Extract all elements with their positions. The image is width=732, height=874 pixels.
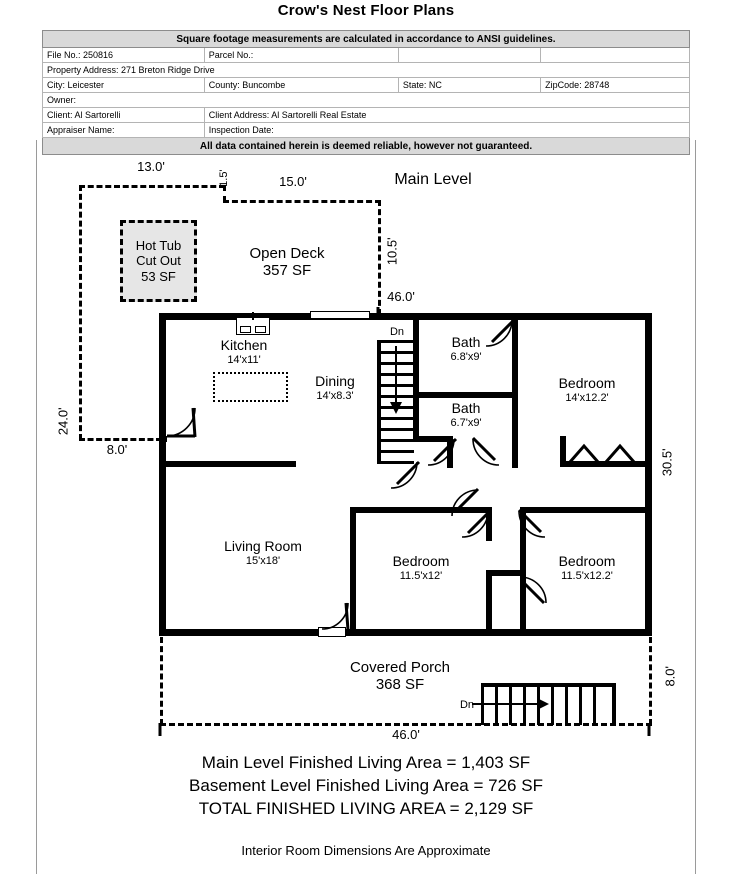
wall-exterior-left <box>159 313 166 636</box>
porch-staircase <box>481 683 616 725</box>
porch-area: 368 SF <box>375 675 425 693</box>
ansi-banner-row <box>43 31 690 48</box>
sink-basin-left-icon <box>240 326 251 333</box>
wall-closet-left <box>560 436 566 467</box>
wall-living-bedroom <box>350 507 356 636</box>
porch-stair-riser <box>593 683 596 725</box>
porch-stair-direction-label: Dn <box>459 699 475 711</box>
porch-edge-right <box>649 637 652 725</box>
wall-bedroom-right <box>520 507 526 636</box>
porch-dim-right: 8.0' <box>662 665 678 687</box>
cell-client: Client: Al Sartorelli <box>43 108 205 123</box>
cell-property-address: Property Address: 271 Breton Ridge Drive <box>43 63 690 78</box>
bath-upper-dim: 6.8'x9' <box>450 350 482 363</box>
cell-appraiser-name: Appraiser Name: <box>43 123 205 138</box>
table-row <box>43 48 690 63</box>
hot-tub-text <box>136 238 182 284</box>
reliability-banner-text: All data contained herein is deemed reliable, however not guaranteed. <box>43 138 690 155</box>
door-living-room-to-porch <box>318 627 346 637</box>
deck-label <box>222 246 352 280</box>
wall-hall-divider <box>512 436 518 468</box>
deck-area: 357 SF <box>262 261 312 279</box>
room-label-bath-upper <box>428 335 504 363</box>
bath-upper-name: Bath <box>451 334 481 350</box>
wall-closet-lower-bath-side <box>447 436 453 468</box>
wall-bath-bedroom <box>512 313 518 443</box>
wall-kitchen-jamb <box>159 436 167 442</box>
interior-staircase <box>377 340 414 464</box>
interior-stair-direction-label: Dn <box>389 326 405 338</box>
stair-stringer-left <box>377 340 381 464</box>
stair-tread <box>377 417 414 420</box>
level-label: Main Level <box>394 171 472 188</box>
table-row <box>43 108 690 123</box>
deck-edge-left <box>79 185 82 440</box>
bedroom-right-dim: 11.5'x12.2' <box>561 569 613 582</box>
stair-tread <box>377 395 414 398</box>
ansi-banner-text: Square footage measurements are calculated in accordance to ANSI guidelines. <box>43 31 690 48</box>
porch-stair-riser <box>495 683 498 725</box>
kitchen-name: Kitchen <box>220 337 268 353</box>
wall-exterior-top <box>159 313 652 320</box>
cell-owner: Owner: <box>43 93 690 108</box>
table-row <box>43 93 690 108</box>
porch-stair-riser <box>537 683 540 725</box>
wall-bedroom-mid-right-upper <box>486 507 492 541</box>
page-title: Crow's Nest Floor Plans <box>277 2 455 19</box>
deck-dim-notch: 1.5' <box>217 169 230 187</box>
property-info-table <box>42 30 690 155</box>
porch-name: Covered Porch <box>349 659 451 676</box>
living-room-dim: 15'x18' <box>245 554 281 567</box>
summary-line-basement-level: Basement Level Finished Living Area = 726 SF <box>189 776 543 795</box>
deck-dim-bottom-left: 8.0' <box>106 442 128 457</box>
stair-tread <box>377 351 414 354</box>
bath-lower-name: Bath <box>451 400 481 416</box>
porch-stair-riser <box>551 683 554 725</box>
house-dim-bottom: 46.0' <box>392 727 420 742</box>
stair-tread <box>377 362 414 365</box>
porch-label <box>330 660 470 694</box>
kitchen-dim: 14'x11' <box>227 353 261 366</box>
stair-tread <box>377 461 414 464</box>
cell-file-no: File No.: 250816 <box>43 48 205 63</box>
deck-dim-left: 24.0' <box>55 407 71 436</box>
bedroom-middle-name: Bedroom <box>392 553 450 569</box>
hot-tub-cutout <box>120 220 197 302</box>
cell-parcel-no: Parcel No.: <box>204 48 398 63</box>
wall-kitchen-living <box>159 461 296 467</box>
stair-tread <box>377 340 414 343</box>
dining-dim: 14'x8.3' <box>316 389 354 402</box>
stair-tread <box>377 439 414 442</box>
hot-tub-line1: Hot Tub <box>135 238 182 253</box>
deck-dim-right: 10.5' <box>384 237 400 266</box>
cell-zipcode: ZipCode: 28748 <box>541 78 690 93</box>
kitchen-island <box>213 372 288 402</box>
window-top-wall <box>310 311 370 319</box>
room-label-living-room <box>203 539 323 567</box>
room-label-bath-lower <box>428 401 504 429</box>
cell-state: State: NC <box>398 78 540 93</box>
deck-edge-top-right <box>223 200 381 203</box>
porch-stair-stringer-right <box>612 683 616 725</box>
hot-tub-line2: Cut Out <box>136 253 181 269</box>
table-row <box>43 63 690 78</box>
summary-line-total: TOTAL FINISHED LIVING AREA = 2,129 SF <box>198 799 534 818</box>
porch-stair-riser <box>565 683 568 725</box>
stair-tread <box>377 373 414 376</box>
cell-city: City: Leicester <box>43 78 205 93</box>
deck-dim-top-left: 13.0' <box>137 159 165 174</box>
wall-exterior-bottom <box>159 629 652 636</box>
bedroom-middle-dim: 11.5'x12' <box>399 569 443 582</box>
wall-bedroom-right-top <box>520 507 650 513</box>
bedroom-right-name: Bedroom <box>558 553 616 569</box>
house-dim-top: 46.0' <box>387 289 415 304</box>
table-row <box>43 123 690 138</box>
cell-county: County: Buncombe <box>204 78 398 93</box>
footnote-approximate-dimensions: Interior Room Dimensions Are Approximate <box>241 843 491 858</box>
room-label-bedroom-middle <box>365 554 477 582</box>
wall-between-baths <box>413 392 518 398</box>
porch-stair-riser <box>523 683 526 725</box>
sink-basin-right-icon <box>255 326 266 333</box>
stair-tread <box>377 406 414 409</box>
porch-stair-riser <box>579 683 582 725</box>
summary-line-main-level: Main Level Finished Living Area = 1,403 SF <box>201 753 531 772</box>
room-label-bedroom-master <box>528 376 646 404</box>
bath-lower-dim: 6.7'x9' <box>450 416 482 429</box>
deck-edge-bottom-left <box>79 438 162 441</box>
wall-closet-bottom <box>560 461 652 467</box>
stair-tread <box>377 428 414 431</box>
wall-bedroom-mid-right-lower <box>486 570 492 636</box>
stair-tread <box>377 450 414 453</box>
hot-tub-line3: 53 SF <box>141 268 176 284</box>
porch-edge-left <box>160 637 163 725</box>
house-dim-right: 30.5' <box>659 448 675 477</box>
room-label-bedroom-right <box>528 554 646 582</box>
sink-faucet-icon <box>252 312 254 320</box>
wall-exterior-right <box>645 313 652 636</box>
bedroom-master-dim: 14'x12.2' <box>565 391 609 404</box>
deck-dim-top-right: 15.0' <box>279 174 307 189</box>
deck-edge-top-left <box>79 185 225 188</box>
deck-name: Open Deck <box>249 245 325 262</box>
cell-client-address: Client Address: Al Sartorelli Real Estate <box>204 108 689 123</box>
table-row <box>43 78 690 93</box>
cell-blank-2 <box>541 48 690 63</box>
wall-bedroom-mid-top <box>350 507 486 513</box>
room-label-dining <box>294 374 376 402</box>
cell-blank-1 <box>398 48 540 63</box>
stair-tread <box>377 384 414 387</box>
living-room-name: Living Room <box>224 538 302 554</box>
room-label-kitchen <box>201 338 287 366</box>
dining-name: Dining <box>315 373 355 389</box>
cell-inspection-date: Inspection Date: <box>204 123 689 138</box>
porch-stair-riser <box>509 683 512 725</box>
bedroom-master-name: Bedroom <box>558 375 616 391</box>
